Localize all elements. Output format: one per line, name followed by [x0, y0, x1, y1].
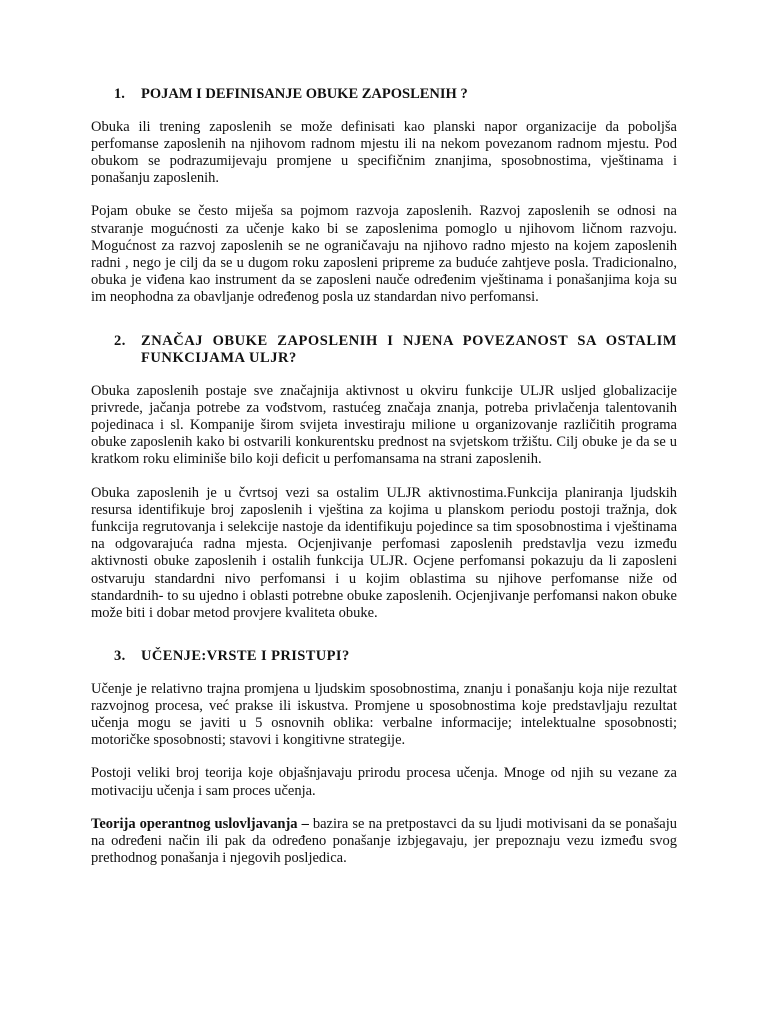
paragraph-text: bazira se na pretpostavci da su ljudi motivisani da se ponašaju na određeni način ili pak da određeno ponašanje izbjegavaju, jer prepoznaju vezu između svog prethodnog ponašanja i njegovih posljedica.	[91, 815, 677, 867]
section-heading-1	[91, 86, 677, 104]
paragraph: Pojam obuke se često miješa sa pojmom razvoja zaposlenih. Razvoj zaposlenih se odnosi na stvaranje mogućnosti za učenje kako bi se zaposlenima pomoglo u njihovom ličnom razvoju. Mogućnost za razvoj zaposlenih se ne ograničavaju na njihovo radno mjesto na kojem zaposlenih radni , nego je cilj da se u dugom roku zaposleni pripreme za buduće zahtjeve posla. Tradicionalno, obuka je viđena kao instrument da se zaposleni nauče određenim vještinama i ponašanjima koja su im neophodna za obavljanje određenog posla uz standardan nivo perfomansi.	[91, 203, 677, 306]
section-title: UČENJE:VRSTE I PRISTUPI?	[141, 648, 350, 665]
section-title: POJAM I DEFINISANJE OBUKE ZAPOSLENIH ?	[141, 86, 468, 102]
section-number: 2.	[114, 332, 126, 349]
paragraph-operant-conditioning	[91, 816, 677, 868]
paragraph: Obuka ili trening zaposlenih se može definisati kao planski napor organizacije da poboljša perfomanse zaposlenih na njihovom radnom mjestu ili na nekom povezanom radnom mjestu. Pod obukom se podrazumijevaju promjene u specifičnim znanjima, sposobnostima, vještinama i ponašanju zaposlenih.	[91, 118, 677, 187]
paragraph: Obuka zaposlenih je u čvrtsoj vezi sa ostalim ULJR aktivnostima.Funkcija planiranja ljudskih resursa identifikuje broj zaposlenih i vještina za kojima u planskom periodu postoji tražnja, dok funkcija regrutovanja i selekcije nastoje da identifikuju pojedince sa tim sposobnostima i vještinama na odgovarajuća radna mjesta. Ocjenjivanje perfomasi zaposlenih predstavlja vezu između aktivnosti obuke zaposlenih i ostalih funkcija ULJR. Ocjene perfomansi pokazuju da li zaposleni ostvaruju standardni nivo perfomansi i u kojim oblastima su njihove perfomanse niže od standardnih- to su ujedno i oblasti potrebne obuke zaposlenih. Ocjenjivanje perfomansi nakon obuke može biti i dobar metod provjere kvaliteta obuke.	[91, 484, 677, 621]
bold-term: Teorija operantnog uslovljavanja –	[91, 815, 309, 832]
paragraph: Postoji veliki broj teorija koje objašnjavaju prirodu procesa učenja. Mnoge od njih su vezane za motivaciju učenja i sam proces učenja.	[91, 765, 677, 799]
section-heading-3	[91, 648, 677, 666]
section-heading-2	[91, 333, 677, 368]
paragraph: Obuka zaposlenih postaje sve značajnija aktivnost u okviru funkcije ULJR usljed globalizacije privrede, jačanja potrebe za vođstvom, rastućeg značaja znanja, potreba privlačenja talentovanih pojedinaca i sl. Kompanije širom svijeta investiraju milione u organizovanje različitih programa obuke zaposlenih kako bi ostvarili konkurentsku prednost na svjetskom tržištu. Cilj obuke je da se u kratkom roku eliminiše bilo koji deficit u perfomansama na strani zaposlenih.	[91, 382, 677, 468]
section-number: 1.	[114, 86, 125, 102]
section-title: ZNAČAJ OBUKE ZAPOSLENIH I NJENA POVEZANOST SA OSTALIM FUNKCIJAMA ULJR?	[141, 332, 677, 367]
section-number: 3.	[114, 648, 126, 665]
paragraph: Učenje je relativno trajna promjena u ljudskim sposobnostima, znanju i ponašanju koja nije rezultat razvojnog procesa, već prakse ili iskustva. Promjene u sposobnostima koje predstavljaju rezultat učenja mogu se javiti u 5 osnovnih oblika: verbalne informacije; intelektualne sposobnosti; motoričke sposobnosti; stavovi i kongitivne strategije.	[91, 680, 677, 749]
